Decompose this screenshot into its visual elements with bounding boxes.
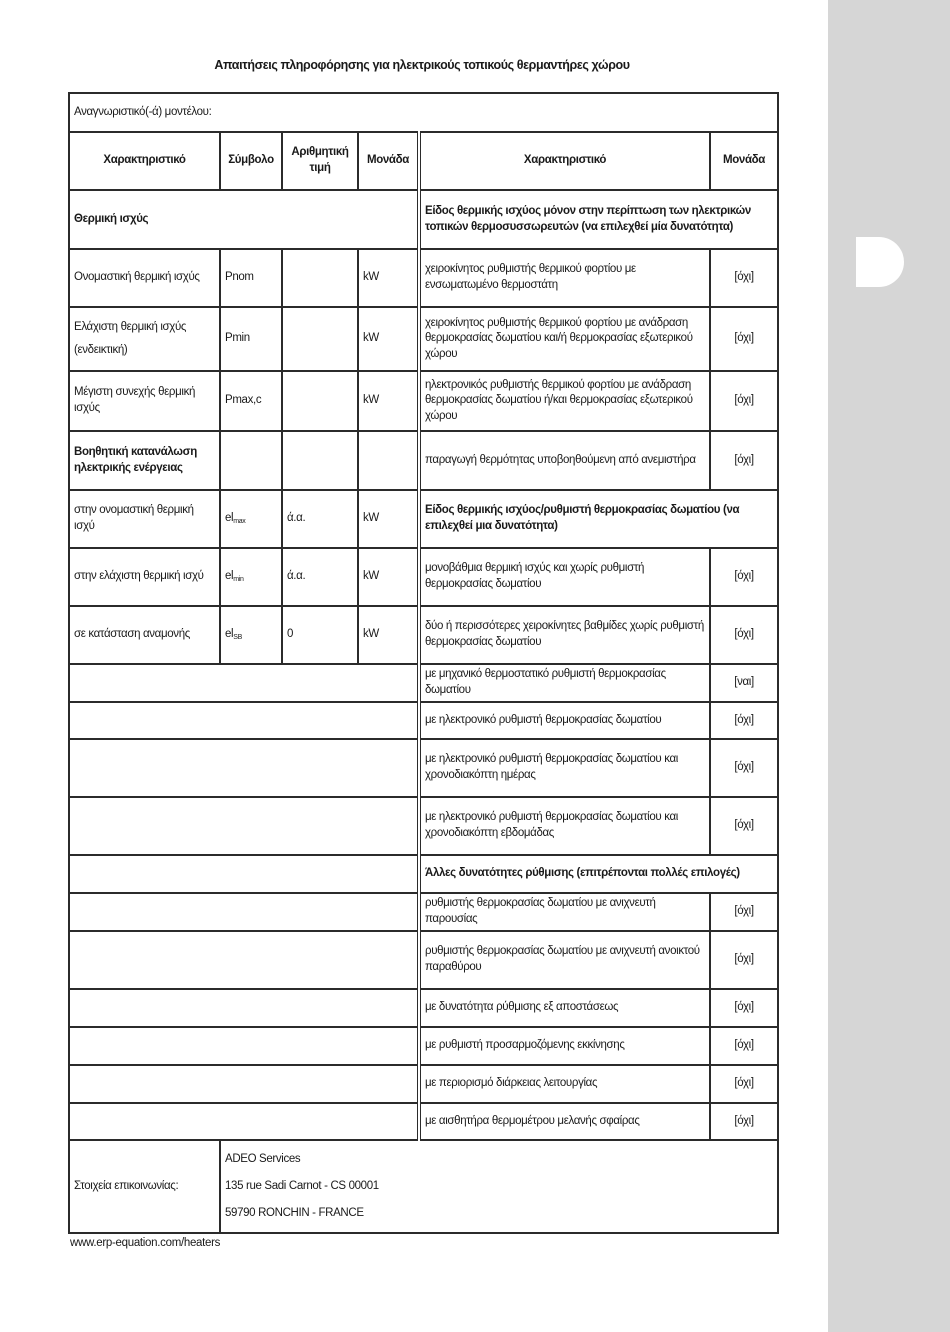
other-option-value: [όχι]	[710, 1103, 778, 1140]
storage-option-value: [όχι]	[710, 249, 778, 307]
table-row	[69, 548, 778, 606]
other-option-label: με δυνατότητα ρύθμισης εξ αποστάσεως	[419, 989, 710, 1027]
table-row	[69, 739, 778, 797]
page-tab-marker	[856, 237, 904, 287]
aux-consumption-heading: Βοηθητική κατανάλωση ηλεκτρικής ενέργειας	[69, 431, 220, 490]
aux-min-value: ά.α.	[282, 548, 358, 606]
table-row	[69, 989, 778, 1027]
table-row	[69, 1065, 778, 1103]
storage-option-value: [όχι]	[710, 431, 778, 490]
symbol-text: el	[225, 628, 234, 641]
table-row	[69, 431, 778, 490]
table-row	[69, 702, 778, 739]
header-characteristic-right: Χαρακτηριστικό	[419, 132, 710, 190]
control-option-label: μονοβάθμια θερμική ισχύς και χωρίς ρυθμιστή θερμοκρασίας δωματίου	[419, 548, 710, 606]
empty-cell	[358, 431, 419, 490]
other-control-heading: Άλλες δυνατότητες ρύθμισης (επιτρέπονται πολλές επιλογές)	[419, 855, 778, 893]
control-option-value: [όχι]	[710, 548, 778, 606]
control-option-value: [όχι]	[710, 702, 778, 739]
storage-option-label: ηλεκτρονικός ρυθμιστής θερμικού φορτίου με ανάδραση θερμοκρασίας δωματίου ή/και θερμοκρασίας εξωτερικού χώρου	[419, 371, 710, 431]
empty-cell	[69, 931, 419, 989]
control-type-heading: Είδος θερμικής ισχύος/ρυθμιστή θερμοκρασίας δωματίου (να επιλεχθεί μια δυνατότητα)	[419, 490, 778, 548]
max-heat-value	[282, 371, 358, 431]
symbol-subscript: min	[233, 576, 244, 584]
other-option-label: με αισθητήρα θερμομέτρου μελανής σφαίρας	[419, 1103, 710, 1140]
symbol-subscript: max	[233, 518, 246, 526]
header-numeric-value: Αριθμητική τιμή	[282, 132, 358, 190]
empty-cell	[69, 1065, 419, 1103]
aux-nominal-unit: kW	[358, 490, 419, 548]
contact-company: ADEO Services	[225, 1153, 301, 1165]
page-title: Απαιτήσεις πληροφόρησης για ηλεκτρικούς τοπικούς θερμαντήρες χώρου	[214, 58, 630, 72]
empty-cell	[69, 1027, 419, 1065]
table-row	[69, 490, 778, 548]
control-option-label: με ηλεκτρονικό ρυθμιστή θερμοκρασίας δωματίου και χρονοδιακόπτη εβδομάδας	[419, 797, 710, 855]
other-option-value: [όχι]	[710, 1065, 778, 1103]
aux-min-unit: kW	[358, 548, 419, 606]
symbol-subscript: SB	[233, 634, 242, 642]
header-unit-right: Μονάδα	[710, 132, 778, 190]
header-symbol: Σύμβολο	[220, 132, 282, 190]
min-heat-unit: kW	[358, 307, 419, 371]
max-heat-symbol: Pmax,c	[220, 371, 282, 431]
header-characteristic: Χαρακτηριστικό	[69, 132, 220, 190]
model-identifier-label: Αναγνωριστικό(-ά) μοντέλου:	[69, 93, 778, 132]
other-option-value: [όχι]	[710, 1027, 778, 1065]
storage-option-value: [όχι]	[710, 307, 778, 371]
empty-cell	[69, 797, 419, 855]
control-option-value: [ναι]	[710, 664, 778, 702]
heat-output-heading: Θερμική ισχύς	[69, 190, 419, 249]
control-option-value: [όχι]	[710, 606, 778, 664]
contact-label: Στοιχεία επικοινωνίας:	[69, 1140, 220, 1233]
table-row	[69, 606, 778, 664]
header-unit: Μονάδα	[358, 132, 419, 190]
table-row	[69, 1103, 778, 1140]
table-row	[69, 931, 778, 989]
other-option-value: [όχι]	[710, 893, 778, 931]
aux-nominal-label: στην ονομαστική θερμική ισχύ	[69, 490, 220, 548]
storage-heading: Είδος θερμικής ισχύος μόνον στην περίπτωση των ηλεκτρικών τοπικών θερμοσυσσωρευτών (να επιλεχθεί μία δυνατότητα)	[419, 190, 778, 249]
contact-city: 59790 RONCHIN - FRANCE	[225, 1207, 364, 1219]
max-heat-label: Μέγιστη συνεχής θερμική ισχύς	[69, 371, 220, 431]
table-row	[69, 1027, 778, 1065]
symbol-text: el	[225, 512, 234, 525]
footer-url: www.erp-equation.com/heaters	[70, 1237, 221, 1249]
empty-cell	[69, 664, 419, 702]
table-row	[69, 307, 778, 371]
model-row	[69, 93, 778, 132]
table-row	[69, 797, 778, 855]
nominal-heat-value	[282, 249, 358, 307]
other-option-label: με ρυθμιστή προσαρμοζόμενης εκκίνησης	[419, 1027, 710, 1065]
empty-cell	[69, 1103, 419, 1140]
empty-cell	[69, 989, 419, 1027]
nominal-heat-unit: kW	[358, 249, 419, 307]
table-row	[69, 893, 778, 931]
other-option-label: με περιορισμό διάρκειας λειτουργίας	[419, 1065, 710, 1103]
aux-standby-value: 0	[282, 606, 358, 664]
information-requirements-table	[68, 92, 779, 1234]
contact-street: 135 rue Sadi Carnot - CS 00001	[225, 1180, 379, 1192]
header-row	[69, 132, 778, 190]
table-row	[69, 190, 778, 249]
symbol-text: el	[225, 570, 234, 583]
aux-nominal-symbol	[220, 490, 282, 548]
table-row	[69, 855, 778, 893]
empty-cell	[69, 702, 419, 739]
control-option-label: με μηχανικό θερμοστατικό ρυθμιστή θερμοκρασίας δωματίου	[419, 664, 710, 702]
control-option-value: [όχι]	[710, 739, 778, 797]
storage-option-label: χειροκίνητος ρυθμιστής θερμικού φορτίου με ενσωματωμένο θερμοστάτη	[419, 249, 710, 307]
table-row	[69, 249, 778, 307]
table-row	[69, 371, 778, 431]
empty-cell	[69, 855, 419, 893]
page-side-margin	[828, 0, 950, 1332]
other-option-value: [όχι]	[710, 989, 778, 1027]
contact-details	[220, 1140, 778, 1233]
control-option-value: [όχι]	[710, 797, 778, 855]
max-heat-unit: kW	[358, 371, 419, 431]
storage-option-label: παραγωγή θερμότητας υποβοηθούμενη από ανεμιστήρα	[419, 431, 710, 490]
aux-standby-label: σε κατάσταση αναμονής	[69, 606, 220, 664]
aux-standby-symbol	[220, 606, 282, 664]
aux-min-label: στην ελάχιστη θερμική ισχύ	[69, 548, 220, 606]
other-option-label: ρυθμιστής θερμοκρασίας δωματίου με ανιχνευτή παρουσίας	[419, 893, 710, 931]
min-heat-label: Ελάχιστη θερμική ισχύς (ενδεικτική)	[69, 307, 220, 371]
empty-cell	[69, 739, 419, 797]
storage-option-label: χειροκίνητος ρυθμιστής θερμικού φορτίου με ανάδραση θερμοκρασίας δωματίου και/ή θερμοκρασίας εξωτερικού χώρου	[419, 307, 710, 371]
storage-option-value: [όχι]	[710, 371, 778, 431]
control-option-label: με ηλεκτρονικό ρυθμιστή θερμοκρασίας δωματίου και χρονοδιακόπτη ημέρας	[419, 739, 710, 797]
aux-standby-unit: kW	[358, 606, 419, 664]
contact-row	[69, 1140, 778, 1233]
min-heat-value	[282, 307, 358, 371]
empty-cell	[220, 431, 282, 490]
nominal-heat-symbol: Pnom	[220, 249, 282, 307]
nominal-heat-label: Ονομαστική θερμική ισχύς	[69, 249, 220, 307]
control-option-label: δύο ή περισσότερες χειροκίνητες βαθμίδες χωρίς ρυθμιστή θερμοκρασίας δωματίου	[419, 606, 710, 664]
empty-cell	[282, 431, 358, 490]
control-option-label: με ηλεκτρονικό ρυθμιστή θερμοκρασίας δωματίου	[419, 702, 710, 739]
aux-min-symbol	[220, 548, 282, 606]
other-option-label: ρυθμιστής θερμοκρασίας δωματίου με ανιχνευτή ανοικτού παραθύρου	[419, 931, 710, 989]
table-row	[69, 664, 778, 702]
other-option-value: [όχι]	[710, 931, 778, 989]
min-heat-symbol: Pmin	[220, 307, 282, 371]
empty-cell	[69, 893, 419, 931]
aux-nominal-value: ά.α.	[282, 490, 358, 548]
